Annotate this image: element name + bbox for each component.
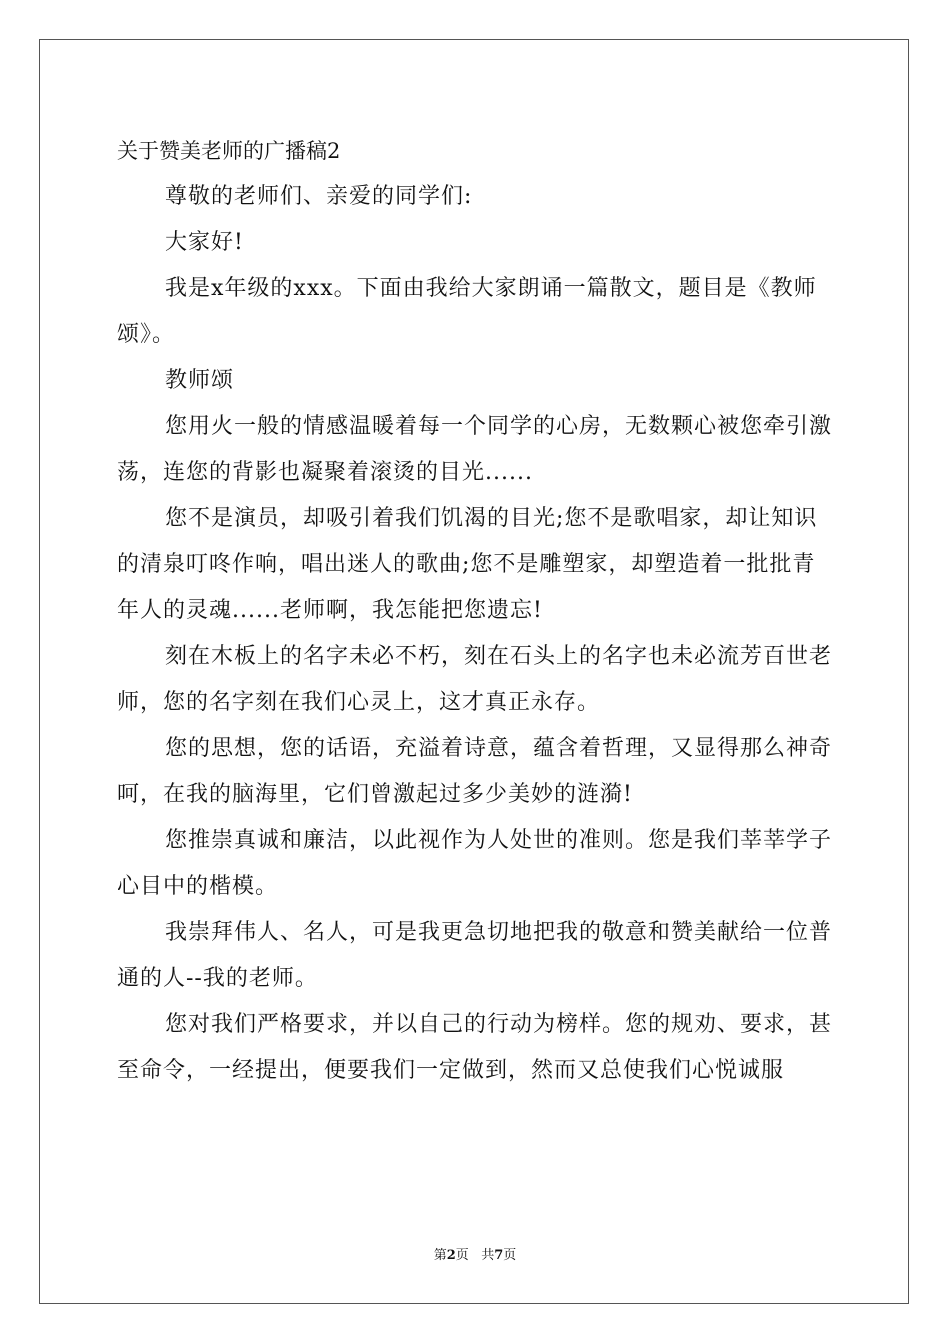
page-mid: 页 共 — [455, 1248, 495, 1263]
paragraph: 刻在木板上的名字未必不朽，刻在石头上的名字也未必流芳百世老师，您的名字刻在我们心灵上，这才真正永存。 — [117, 644, 833, 715]
paragraph: 您推崇真诚和廉洁，以此视作为人处世的准则。您是我们莘莘学子心目中的楷模。 — [117, 828, 833, 899]
document-body — [117, 128, 837, 1094]
page-current-number: 2 — [446, 1248, 456, 1263]
page-total-number: 7 — [494, 1248, 504, 1263]
paragraph: 您用火一般的情感温暖着每一个同学的心房，无数颗心被您牵引激荡，连您的背影也凝聚着滚烫的目光...... — [117, 414, 833, 485]
paragraph: 您不是演员，却吸引着我们饥渴的目光;您不是歌唱家，却让知识的清泉叮咚作响，唱出迷人的歌曲;您不是雕塑家，却塑造着一批批青年人的灵魂......老师啊，我怎能把您遗忘! — [117, 506, 818, 623]
paragraph-greeting: 大家好! — [165, 230, 244, 255]
paragraph: 您的思想，您的话语，充溢着诗意，蕴含着哲理，又显得那么神奇呵，在我的脑海里，它们曾激起过多少美妙的涟漪! — [117, 736, 833, 807]
paragraph-essay-title: 教师颂 — [165, 368, 235, 393]
page-prefix: 第 — [433, 1248, 447, 1263]
page-suffix: 页 — [503, 1248, 517, 1263]
paragraph-intro: 我是x年级的xxx。下面由我给大家朗诵一篇散文，题目是《教师颂》。 — [117, 276, 817, 347]
page-footer — [0, 1247, 950, 1265]
document-title: 关于赞美老师的广播稿2 — [117, 139, 341, 163]
paragraph: 您对我们严格要求，并以自己的行动为榜样。您的规劝、要求，甚至命令，一经提出，便要我们一定做到，然而又总使我们心悦诚服 — [117, 1012, 833, 1083]
paragraph-salutation: 尊敬的老师们、亲爱的同学们: — [165, 184, 473, 209]
paragraph: 我崇拜伟人、名人，可是我更急切地把我的敬意和赞美献给一位普通的人--我的老师。 — [117, 920, 833, 991]
